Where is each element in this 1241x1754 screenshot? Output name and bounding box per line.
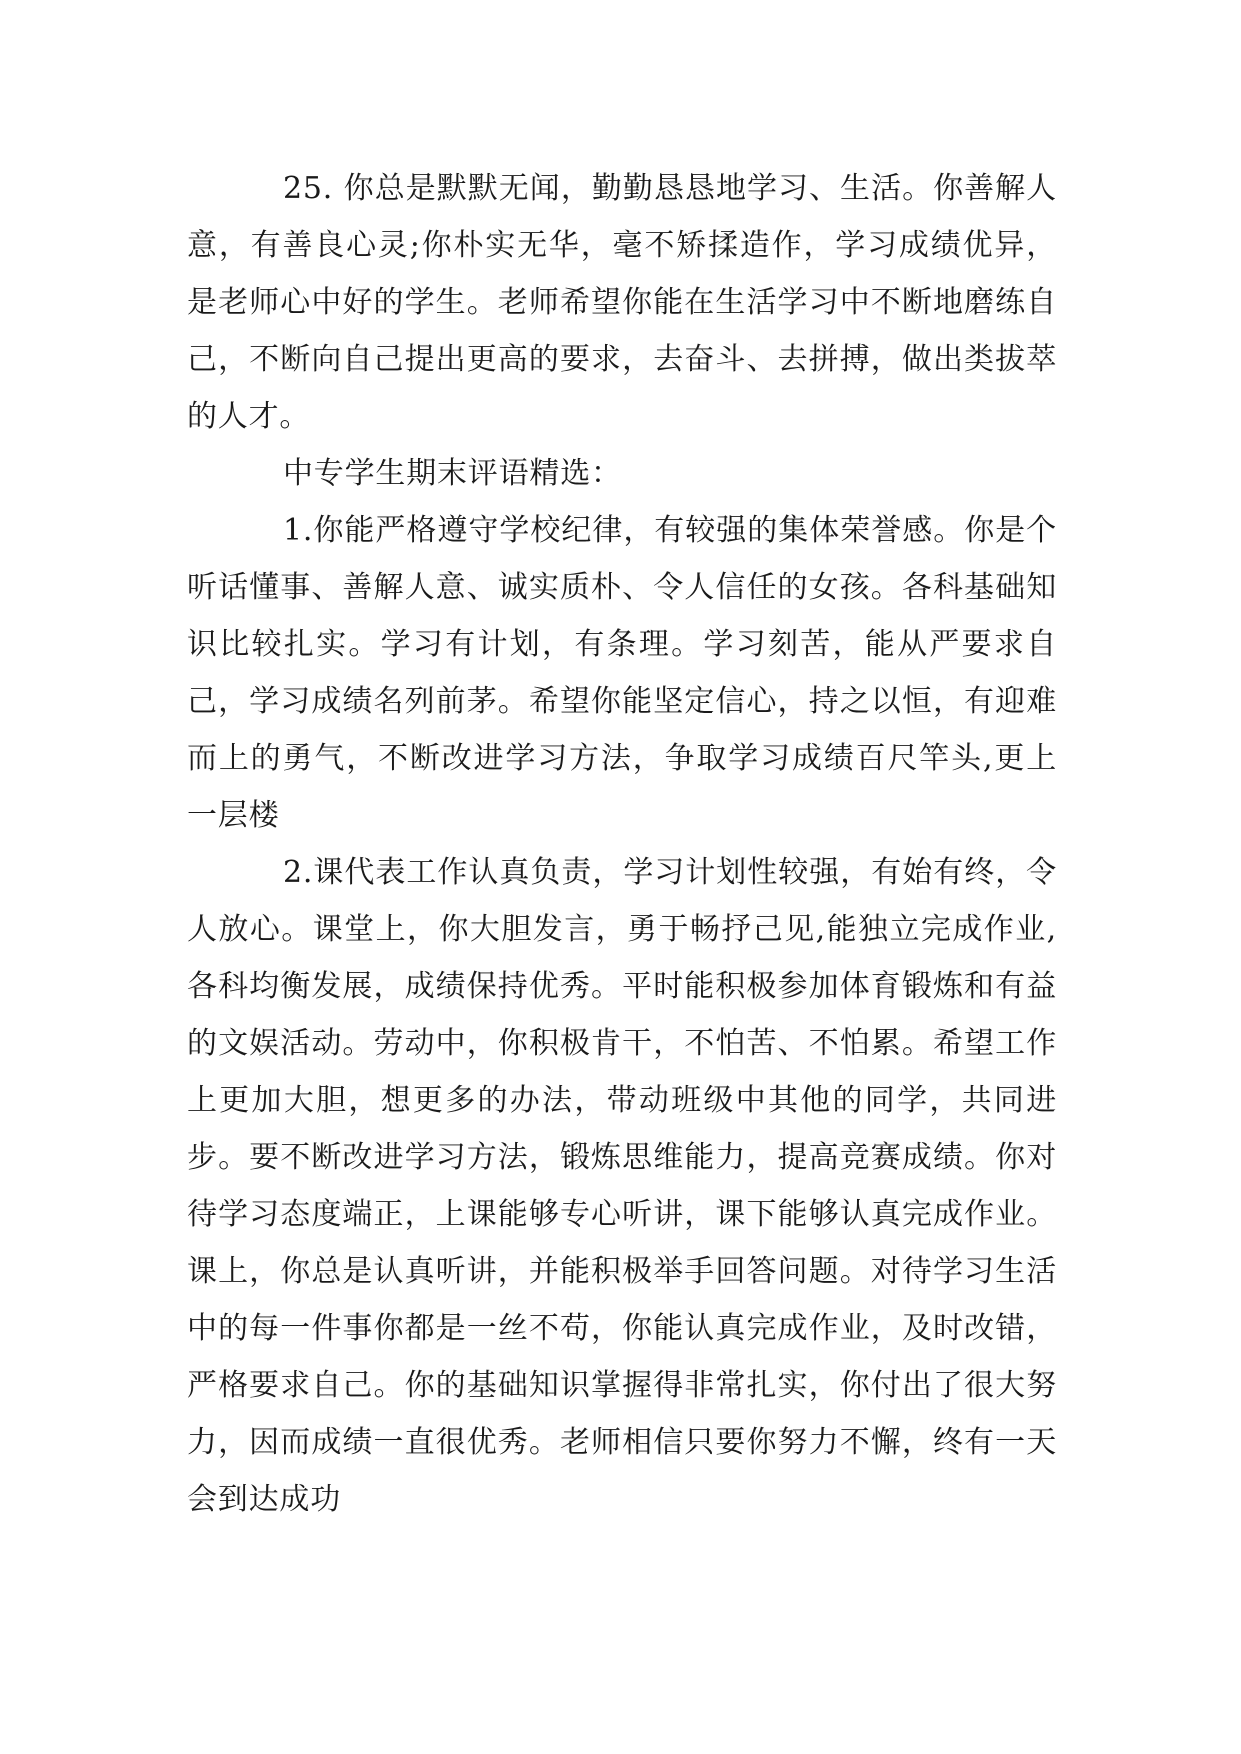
document-body	[187, 160, 1057, 1528]
paragraph-comment-1: 1.你能严格遵守学校纪律，有较强的集体荣誉感。你是个听话懂事、善解人意、诚实质朴、令人信任的女孩。各科基础知识比较扎实。学习有计划，有条理。学习刻苦，能从严要求自己，学习成绩名列前茅。希望你能坚定信心，持之以恒，有迎难而上的勇气，不断改进学习方法，争取学习成绩百尺竿头,更上一层楼	[187, 513, 1057, 833]
section-heading: 中专学生期末评语精选：	[283, 456, 622, 491]
paragraph-comment-2: 2.课代表工作认真负责，学习计划性较强，有始有终，令人放心。课堂上，你大胆发言，勇于畅抒己见,能独立完成作业,各科均衡发展，成绩保持优秀。平时能积极参加体育锻炼和有益的文娱活动。劳动中，你积极肯干，不怕苦、不怕累。希望工作上更加大胆，想更多的办法，带动班级中其他的同学，共同进步。要不断改进学习方法，锻炼思维能力，提高竞赛成绩。你对待学习态度端正，上课能够专心听讲，课下能够认真完成作业。课上，你总是认真听讲，并能积极举手回答问题。对待学习生活中的每一件事你都是一丝不苟，你能认真完成作业，及时改错，严格要求自己。你的基础知识掌握得非常扎实，你付出了很大努力，因而成绩一直很优秀。老师相信只要你努力不懈，终有一天会到达成功	[187, 855, 1057, 1517]
paragraph-comment-25: 25. 你总是默默无闻，勤勤恳恳地学习、生活。你善解人意，有善良心灵;你朴实无华，毫不矫揉造作，学习成绩优异，是老师心中好的学生。老师希望你能在生活学习中不断地磨练自己，不断向自己提出更高的要求，去奋斗、去拼搏，做出类拔萃的人才。	[187, 171, 1057, 434]
